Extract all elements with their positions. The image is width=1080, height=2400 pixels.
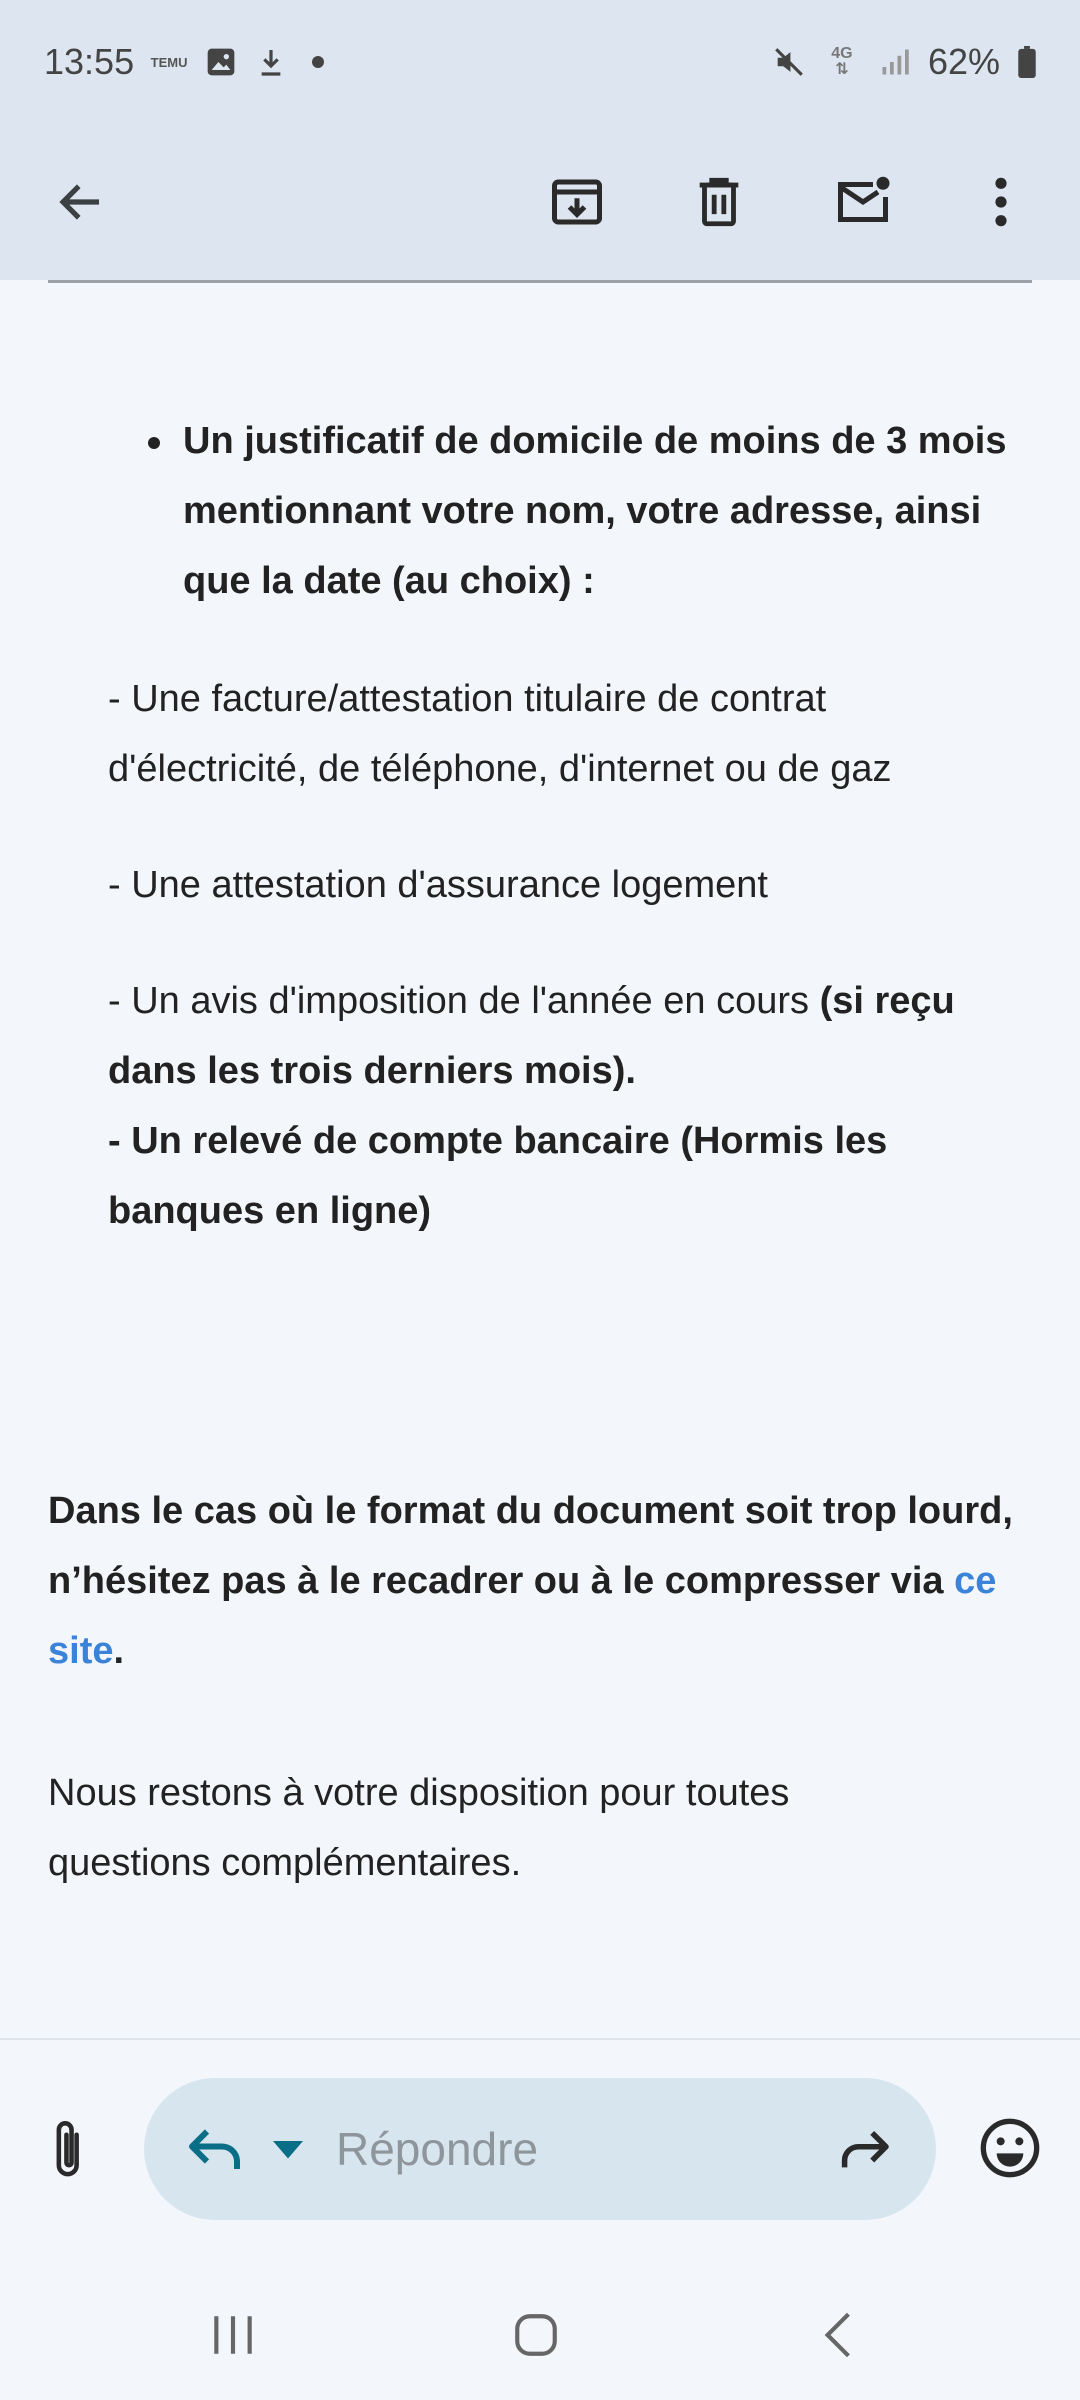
attachment-icon	[47, 2117, 91, 2183]
reply-options-button[interactable]	[270, 2136, 306, 2166]
signal-icon	[878, 45, 912, 79]
more-vert-icon	[991, 174, 1011, 230]
reply-button[interactable]	[184, 2118, 250, 2180]
network-4g-icon	[822, 45, 862, 79]
emoji-button[interactable]	[972, 2110, 1048, 2186]
system-back-button[interactable]	[788, 2290, 888, 2380]
image-notification-icon	[204, 45, 238, 79]
email-toolbar	[0, 124, 1080, 280]
home-icon	[511, 2310, 561, 2360]
proof-of-address-bullet	[148, 406, 1028, 616]
compress-site-link[interactable]: ce site	[48, 1560, 997, 1672]
delete-button[interactable]	[680, 163, 758, 241]
email-body	[0, 280, 1080, 2038]
mute-icon	[772, 45, 806, 79]
status-right	[772, 41, 1038, 83]
option-electricity-bill: - Une facture/attestation titulaire de contrat d'électricité, de téléphone, d'internet ou de gaz	[108, 678, 892, 790]
emoji-icon	[978, 2116, 1042, 2180]
option-bank-statement: - Un relevé de compte bancaire (Hormis les banques en ligne)	[108, 1120, 888, 1232]
divider	[48, 280, 1032, 283]
forward-button[interactable]	[828, 2118, 898, 2180]
attach-button[interactable]	[34, 2112, 104, 2188]
bullet-icon	[148, 437, 160, 449]
home-button[interactable]	[486, 2290, 586, 2380]
recent-apps-button[interactable]	[183, 2290, 283, 2380]
bullet-text: Un justificatif de domicile de moins de 3 mois mentionnant votre nom, votre adresse, ainsi que la date (au choix) :	[183, 420, 1007, 602]
reply-icon	[187, 2124, 247, 2174]
status-bar	[0, 0, 1080, 124]
option-home-insurance: - Une attestation d'assurance logement	[108, 864, 768, 906]
recents-icon	[208, 2312, 258, 2358]
download-icon	[254, 45, 288, 79]
tax-notice-condition: (si reçu dans les trois derniers mois).	[108, 980, 955, 1092]
back-arrow-icon	[54, 175, 108, 229]
mark-unread-button[interactable]	[824, 163, 902, 241]
status-left	[44, 41, 324, 83]
temu-label: TEMU	[150, 54, 188, 70]
forward-icon	[834, 2126, 892, 2172]
more-options-button[interactable]	[962, 163, 1040, 241]
tax-notice-text: - Un avis d'imposition de l'année en cours	[108, 980, 820, 1022]
battery-percent: 62%	[927, 41, 1000, 82]
temu-notification-icon	[150, 56, 188, 69]
battery-icon	[1016, 45, 1038, 79]
data-arrows-icon: ⇅	[835, 61, 849, 78]
mark-unread-icon	[832, 172, 894, 232]
system-nav-bar	[0, 2270, 1080, 2400]
reply-field[interactable]	[144, 2078, 936, 2220]
back-button[interactable]	[42, 163, 120, 241]
status-time: 13:55	[44, 41, 135, 82]
closing-text: Nous restons à votre disposition pour toutes questions complémentaires.	[48, 1772, 790, 1884]
caret-down-icon	[273, 2141, 303, 2161]
reply-input[interactable]	[334, 2114, 794, 2184]
more-notifications-dot-icon	[312, 56, 324, 68]
format-note	[48, 1476, 1038, 1686]
archive-icon	[547, 172, 607, 232]
chevron-left-icon	[821, 2310, 855, 2360]
archive-button[interactable]	[538, 163, 616, 241]
format-note-text: Dans le cas où le format du document soit trop lourd, n’hésitez pas à le recadrer ou à le compresser via	[48, 1490, 1013, 1602]
delete-icon	[690, 172, 748, 232]
option-tax-notice	[108, 966, 1028, 1246]
format-note-end: .	[113, 1630, 125, 1672]
network-label: 4G	[831, 45, 853, 62]
